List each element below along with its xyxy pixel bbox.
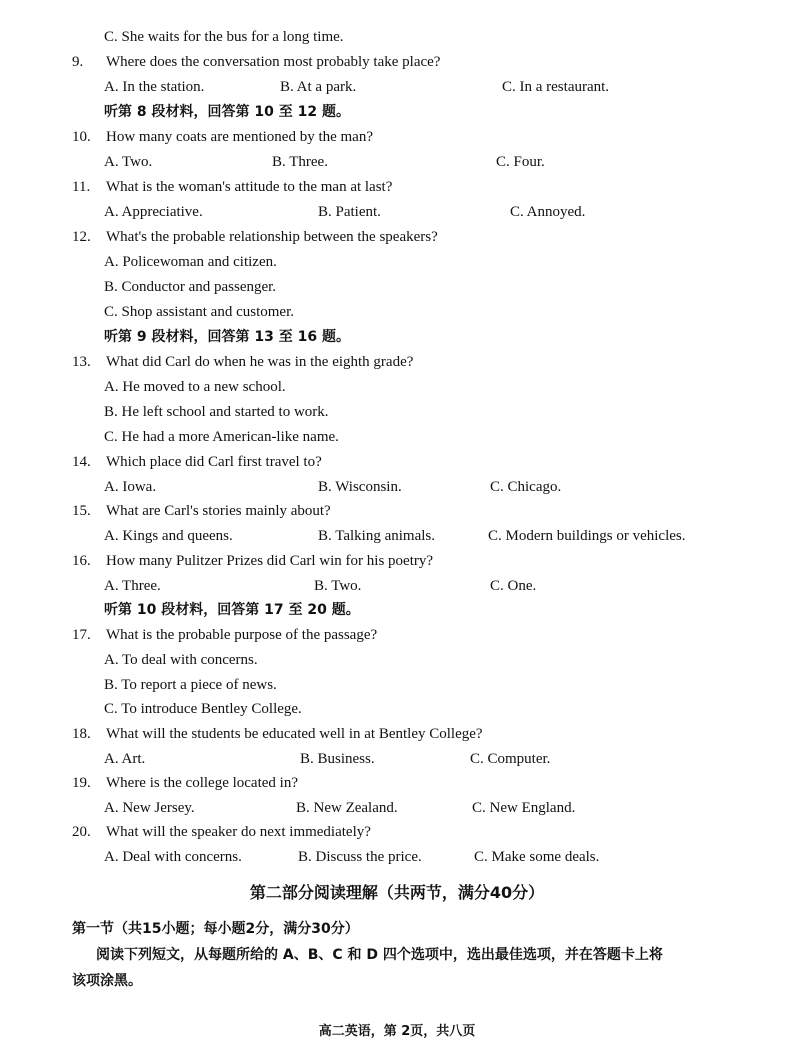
- question-text: What is the woman's attitude to the man at last?: [106, 179, 393, 195]
- q18-option-b: B. Business.: [300, 751, 375, 767]
- question-11: [72, 178, 392, 196]
- q10-option-b: B. Three.: [272, 154, 328, 170]
- q20-option-c: C. Make some deals.: [474, 849, 600, 865]
- question-14: [72, 453, 322, 471]
- question-number: 20.: [72, 824, 91, 840]
- material-9-heading: 听第 9 段材料，回答第 13 至 16 题。: [104, 329, 350, 345]
- question-number: 19.: [72, 775, 91, 791]
- q16-option-b: B. Two.: [314, 578, 362, 594]
- q19-option-b: B. New Zealand.: [296, 800, 398, 816]
- question-13: [72, 353, 413, 371]
- q11-option-b: B. Patient.: [318, 204, 381, 220]
- question-text: Where does the conversation most probably take place?: [106, 54, 441, 70]
- question-text: How many coats are mentioned by the man?: [106, 129, 373, 145]
- q15-option-c: C. Modern buildings or vehicles.: [488, 528, 686, 544]
- material-8-heading: 听第 8 段材料，回答第 10 至 12 题。: [104, 104, 350, 120]
- q15-option-a: A. Kings and queens.: [104, 528, 233, 544]
- question-text: What are Carl's stories mainly about?: [106, 503, 331, 519]
- q14-option-a: A. Iowa.: [104, 479, 157, 495]
- q16-option-c: C. One.: [490, 578, 537, 594]
- page-footer: 高二英语，第 2页，共八页: [318, 1024, 476, 1039]
- q19-option-c: C. New England.: [472, 800, 576, 816]
- question-12: [72, 228, 438, 246]
- instruction-line-1: 阅读下列短文，从每题所给的 A、B、C 和 D 四个选项中，选出最佳选项，并在答题卡上将: [96, 947, 663, 963]
- q10-option-a: A. Two.: [104, 154, 153, 170]
- part2-title: 第二部分阅读理解（共两节，满分40分）: [249, 883, 545, 902]
- question-number: 11.: [72, 179, 91, 195]
- question-text: What did Carl do when he was in the eighth grade?: [106, 354, 414, 370]
- q9-option-b: B. At a park.: [280, 79, 357, 95]
- q12-option-a: A. Policewoman and citizen.: [104, 254, 277, 270]
- q17-option-a: A. To deal with concerns.: [104, 652, 258, 668]
- q12-option-c: C. Shop assistant and customer.: [104, 304, 294, 320]
- question-10: [72, 128, 373, 146]
- q8-option-c: C. She waits for the bus for a long time.: [104, 29, 344, 45]
- question-number: 12.: [72, 229, 91, 245]
- q11-option-a: A. Appreciative.: [104, 204, 203, 220]
- q13-option-c: C. He had a more American-like name.: [104, 429, 339, 445]
- question-number: 16.: [72, 553, 91, 569]
- q9-option-c: C. In a restaurant.: [502, 79, 610, 95]
- question-number: 17.: [72, 627, 91, 643]
- q16-option-a: A. Three.: [104, 578, 161, 594]
- q17-option-b: B. To report a piece of news.: [104, 677, 277, 693]
- question-number: 14.: [72, 454, 91, 470]
- q11-option-c: C. Annoyed.: [510, 204, 586, 220]
- question-number: 10.: [72, 129, 91, 145]
- q18-option-a: A. Art.: [104, 751, 146, 767]
- q20-option-b: B. Discuss the price.: [298, 849, 422, 865]
- question-19: [72, 774, 298, 792]
- question-18: [72, 725, 483, 743]
- question-text: What is the probable purpose of the passage?: [106, 627, 378, 643]
- question-text: Where is the college located in?: [106, 775, 298, 791]
- q15-option-b: B. Talking animals.: [318, 528, 435, 544]
- q19-option-a: A. New Jersey.: [104, 800, 195, 816]
- q10-option-c: C. Four.: [496, 154, 545, 170]
- question-17: [72, 626, 377, 644]
- question-number: 18.: [72, 726, 91, 742]
- section1-heading: 第一节（共15小题；每小题2分，满分30分）: [72, 921, 359, 937]
- q12-option-b: B. Conductor and passenger.: [104, 279, 277, 295]
- q14-option-b: B. Wisconsin.: [318, 479, 402, 495]
- question-number: 13.: [72, 354, 91, 370]
- q14-option-c: C. Chicago.: [490, 479, 562, 495]
- question-number: 9.: [72, 54, 84, 70]
- q20-option-a: A. Deal with concerns.: [104, 849, 242, 865]
- question-20: [72, 823, 371, 841]
- question-16: [72, 552, 433, 570]
- q17-option-c: C. To introduce Bentley College.: [104, 701, 302, 717]
- question-text: What will the speaker do next immediately?: [106, 824, 371, 840]
- question-number: 15.: [72, 503, 91, 519]
- material-10-heading: 听第 10 段材料，回答第 17 至 20 题。: [104, 602, 360, 618]
- question-text: What will the students be educated well in at Bentley College?: [106, 726, 483, 742]
- q13-option-b: B. He left school and started to work.: [104, 404, 329, 420]
- question-text: What's the probable relationship between the speakers?: [106, 229, 438, 245]
- question-9: [72, 53, 440, 71]
- question-text: Which place did Carl first travel to?: [106, 454, 322, 470]
- q18-option-c: C. Computer.: [470, 751, 551, 767]
- question-text: How many Pulitzer Prizes did Carl win for his poetry?: [106, 553, 434, 569]
- question-15: [72, 502, 331, 520]
- q9-option-a: A. In the station.: [104, 79, 205, 95]
- q13-option-a: A. He moved to a new school.: [104, 379, 286, 395]
- instruction-line-2: 该项涂黑。: [72, 973, 142, 989]
